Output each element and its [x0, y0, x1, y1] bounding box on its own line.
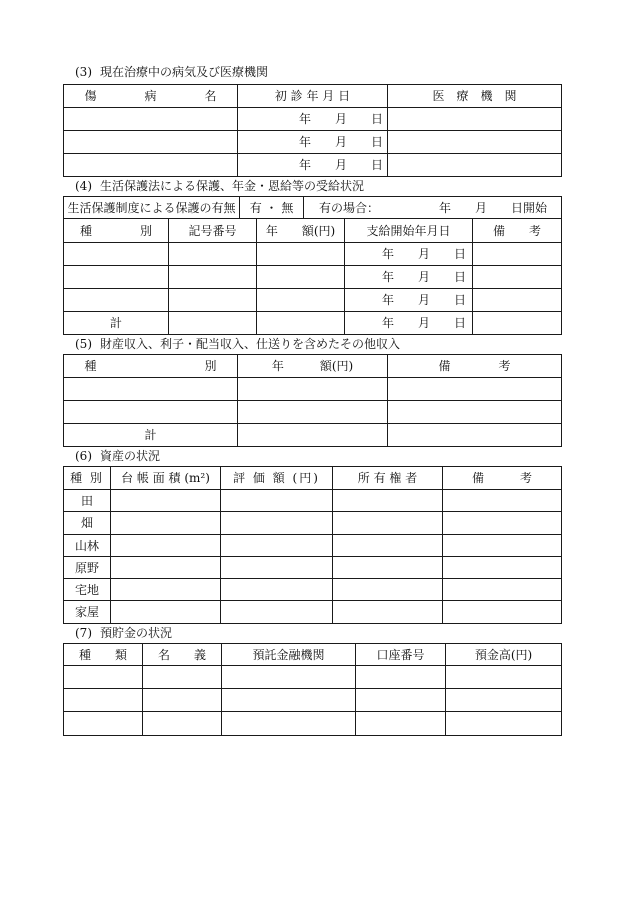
balance-cell — [446, 712, 562, 736]
savings-table — [63, 643, 562, 736]
registered-area-cell — [111, 490, 221, 512]
savings-row — [64, 666, 562, 689]
account-number-cell — [356, 689, 446, 712]
welfare-if-yes-label: 有の場合： — [319, 200, 380, 215]
payment-start-date-cell: 年 月 日 — [345, 289, 473, 312]
medical-institution-cell — [388, 154, 562, 177]
section-7-heading — [75, 626, 172, 640]
header-row — [64, 467, 562, 490]
remarks-cell — [443, 601, 562, 624]
section-4-title: 生活保護法による保護、年金・恩給等の受給状況 — [100, 179, 365, 193]
appraised-value-cell — [221, 512, 333, 535]
remarks-cell — [443, 535, 562, 557]
benefit-type-cell — [64, 266, 169, 289]
balance-cell — [446, 666, 562, 689]
disease-name-cell — [64, 131, 238, 154]
account-holder-header: 名 義 — [143, 644, 222, 666]
remarks-cell — [443, 579, 562, 601]
registered-area-cell — [111, 557, 221, 579]
annual-amount-cell — [238, 378, 388, 401]
remarks-cell — [473, 312, 562, 335]
symbol-number-header: 記号番号 — [169, 219, 257, 243]
disease-name-cell — [64, 154, 238, 177]
payment-start-date-cell: 年 月 日 — [345, 312, 473, 335]
appraised-value-header: 評 価 額 (円) — [221, 467, 333, 490]
income-row — [64, 401, 562, 424]
medical-institution-header: 医 療 機 関 — [388, 85, 562, 108]
income-total-row — [64, 424, 562, 447]
account-number-cell — [356, 666, 446, 689]
annual-amount-cell — [238, 424, 388, 447]
asset-type-label: 山林 — [64, 535, 111, 557]
payment-start-date-cell: 年 月 日 — [345, 266, 473, 289]
remarks-cell — [388, 378, 562, 401]
first-visit-date-cell: 年 月 日 — [238, 131, 388, 154]
account-type-cell — [64, 712, 143, 736]
benefit-row — [64, 266, 562, 289]
asset-row-wilderness — [64, 557, 562, 579]
balance-cell — [446, 689, 562, 712]
treatment-row — [64, 131, 562, 154]
welfare-protection-label: 生活保護制度による保護の有無 — [64, 197, 240, 219]
benefit-row — [64, 243, 562, 266]
medical-institution-cell — [388, 131, 562, 154]
section-6-number: (6) — [75, 449, 92, 463]
owner-cell — [333, 601, 443, 624]
income-row — [64, 378, 562, 401]
remarks-cell — [443, 512, 562, 535]
owner-cell — [333, 490, 443, 512]
account-type-cell — [64, 689, 143, 712]
disease-name-cell — [64, 108, 238, 131]
financial-institution-header: 預託金融機関 — [222, 644, 356, 666]
welfare-start-date-text: 年 月 日開始 — [439, 200, 548, 215]
remarks-header: 備 考 — [443, 467, 562, 490]
income-type-cell — [64, 378, 238, 401]
treatment-row — [64, 108, 562, 131]
section-5-number: (5) — [75, 337, 92, 351]
first-visit-date-header: 初 診 年 月 日 — [238, 85, 388, 108]
remarks-cell — [473, 266, 562, 289]
appraised-value-cell — [221, 557, 333, 579]
benefits-table — [63, 196, 562, 335]
section-5-title: 財産収入、利子・配当収入、仕送りを含めたその他収入 — [100, 337, 401, 351]
asset-row-upland-field — [64, 512, 562, 535]
welfare-start-date-cell — [304, 197, 562, 219]
asset-type-label: 田 — [64, 490, 111, 512]
total-label: 計 — [64, 312, 169, 335]
section-5-heading — [75, 337, 400, 351]
financial-institution-cell — [222, 689, 356, 712]
total-label: 計 — [64, 424, 238, 447]
symbol-number-cell — [169, 312, 257, 335]
current-treatment-table — [63, 84, 562, 177]
benefit-type-cell — [64, 289, 169, 312]
remarks-cell — [388, 401, 562, 424]
section-3-title: 現在治療中の病気及び医療機関 — [100, 65, 269, 79]
asset-row-rice-field — [64, 490, 562, 512]
welfare-status-row — [64, 197, 562, 219]
remarks-cell — [443, 557, 562, 579]
registered-area-cell — [111, 601, 221, 624]
remarks-cell — [388, 424, 562, 447]
assets-table — [63, 466, 562, 624]
remarks-cell — [473, 289, 562, 312]
header-row — [64, 219, 562, 243]
account-number-cell — [356, 712, 446, 736]
account-type-header: 種 類 — [64, 644, 143, 666]
remarks-header: 備 考 — [473, 219, 562, 243]
asset-type-label: 宅地 — [64, 579, 111, 601]
asset-row-forest — [64, 535, 562, 557]
section-3-number: (3) — [75, 65, 92, 79]
symbol-number-cell — [169, 243, 257, 266]
owner-cell — [333, 557, 443, 579]
payment-start-date-header: 支給開始年月日 — [345, 219, 473, 243]
benefit-row — [64, 289, 562, 312]
appraised-value-cell — [221, 535, 333, 557]
income-type-cell — [64, 401, 238, 424]
remarks-cell — [473, 243, 562, 266]
balance-header: 預金高(円) — [446, 644, 562, 666]
owner-header: 所 有 権 者 — [333, 467, 443, 490]
section-7-number: (7) — [75, 626, 92, 640]
owner-cell — [333, 579, 443, 601]
remarks-cell — [443, 490, 562, 512]
section-6-heading — [75, 449, 160, 463]
account-holder-cell — [143, 666, 222, 689]
treatment-row — [64, 154, 562, 177]
section-4-heading — [75, 179, 364, 193]
payment-start-date-cell: 年 月 日 — [345, 243, 473, 266]
savings-row — [64, 689, 562, 712]
asset-row-house — [64, 601, 562, 624]
disease-name-header: 傷 病 名 — [64, 85, 238, 108]
account-holder-cell — [143, 689, 222, 712]
benefit-type-cell — [64, 243, 169, 266]
appraised-value-cell — [221, 601, 333, 624]
registered-area-header: 台 帳 面 積 (m²) — [111, 467, 221, 490]
other-income-table — [63, 354, 562, 447]
first-visit-date-cell: 年 月 日 — [238, 154, 388, 177]
account-type-cell — [64, 666, 143, 689]
section-4-number: (4) — [75, 179, 92, 193]
annual-amount-header: 年 額(円) — [238, 355, 388, 378]
annual-amount-cell — [257, 266, 345, 289]
owner-cell — [333, 512, 443, 535]
symbol-number-cell — [169, 289, 257, 312]
registered-area-cell — [111, 512, 221, 535]
section-6-title: 資産の状況 — [100, 449, 161, 463]
income-type-header: 種 別 — [64, 355, 238, 378]
annual-amount-cell — [238, 401, 388, 424]
symbol-number-cell — [169, 266, 257, 289]
asset-row-residential-land — [64, 579, 562, 601]
annual-amount-cell — [257, 312, 345, 335]
asset-type-label: 畑 — [64, 512, 111, 535]
account-number-header: 口座番号 — [356, 644, 446, 666]
asset-type-label: 家屋 — [64, 601, 111, 624]
annual-amount-cell — [257, 243, 345, 266]
appraised-value-cell — [221, 490, 333, 512]
header-row — [64, 355, 562, 378]
welfare-yes-no-choice: 有 ・ 無 — [240, 197, 304, 219]
section-3-heading — [75, 65, 268, 79]
benefit-type-header: 種 別 — [64, 219, 169, 243]
registered-area-cell — [111, 535, 221, 557]
financial-institution-cell — [222, 712, 356, 736]
benefit-total-row — [64, 312, 562, 335]
section-7-title: 預貯金の状況 — [100, 626, 173, 640]
header-row — [64, 85, 562, 108]
registered-area-cell — [111, 579, 221, 601]
first-visit-date-cell: 年 月 日 — [238, 108, 388, 131]
financial-institution-cell — [222, 666, 356, 689]
savings-row — [64, 712, 562, 736]
appraised-value-cell — [221, 579, 333, 601]
account-holder-cell — [143, 712, 222, 736]
annual-amount-cell — [257, 289, 345, 312]
asset-type-label: 原野 — [64, 557, 111, 579]
annual-amount-header: 年 額(円) — [257, 219, 345, 243]
owner-cell — [333, 535, 443, 557]
remarks-header: 備 考 — [388, 355, 562, 378]
medical-institution-cell — [388, 108, 562, 131]
asset-type-header: 種 別 — [64, 467, 111, 490]
header-row — [64, 644, 562, 666]
